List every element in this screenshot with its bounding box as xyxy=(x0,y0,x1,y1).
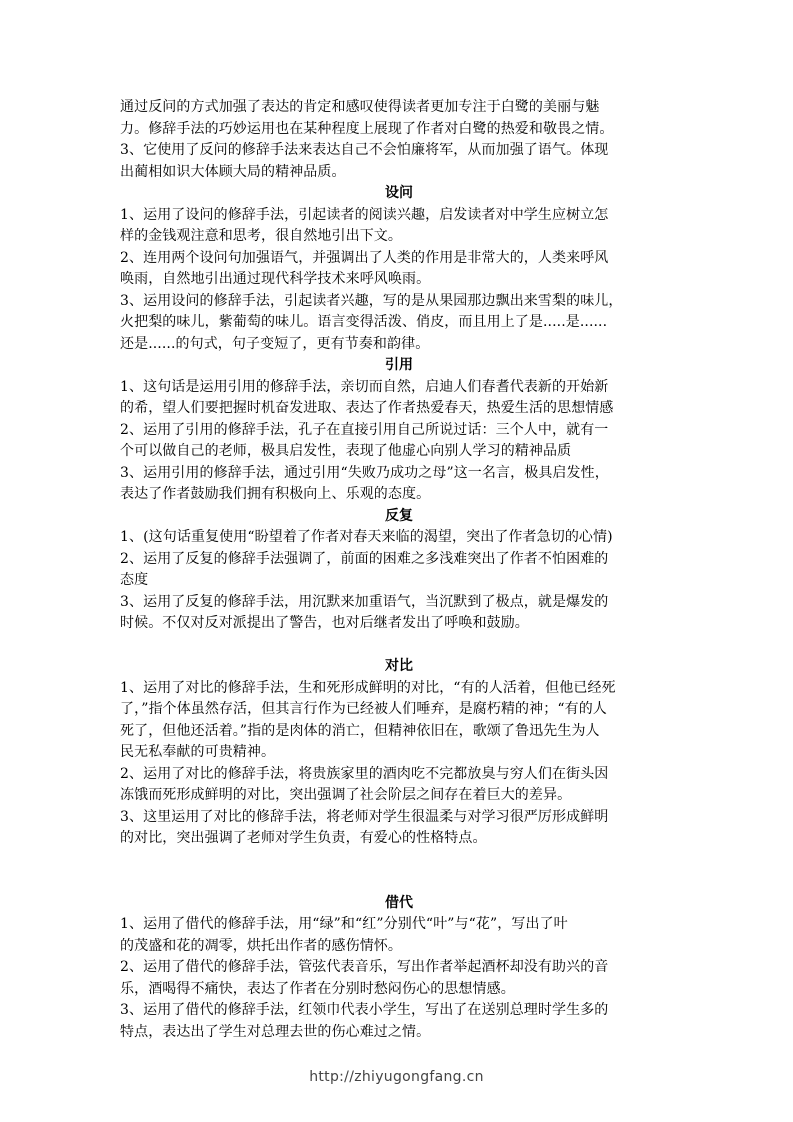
section-title: 借代 xyxy=(385,894,413,911)
text-line: 的对比，突出强调了老师对学生负责，有爱心的性格特点。 xyxy=(120,830,487,846)
intro-paragraph xyxy=(120,97,678,183)
text-line: 1、运用了对比的修辞手法，生和死形成鲜明的对比，“有的人活着，但他已经死 xyxy=(120,679,616,696)
text-line: 1、运用了设问的修辞手法，引起读者的阅读兴趣，启发读者对中学生应树立怎 xyxy=(120,206,609,223)
text-line: 个可以做自己的老师，极具启发性，表现了他虚心向别人学习的精神品质 xyxy=(120,443,572,459)
text-line: 态度 xyxy=(120,572,149,588)
text-line: 还是......的句式，句子变短了，更有节奏和韵律。 xyxy=(120,335,430,352)
section-contrast xyxy=(120,656,678,850)
text-line: 2、运用了反复的修辞手法强调了，前面的困难之多浅难突出了作者不怕困难的 xyxy=(120,550,609,567)
text-line: 唤雨，自然地引出通过现代科学技术来呼风唤雨。 xyxy=(120,271,431,287)
text-line: 2、连用两个设问句加强语气，并强调出了人类的作用是非常大的，人类来呼风 xyxy=(120,249,609,266)
text-line: 2、运用了对比的修辞手法，将贵族家里的酒肉吃不完都放臭与穷人们在街头因 xyxy=(120,765,609,782)
blank-line xyxy=(120,635,678,657)
text-line: 3、运用了借代的修辞手法，红领巾代表小学生，写出了在送别总理时学生多的 xyxy=(120,1002,609,1018)
section-title: 设问 xyxy=(385,185,413,201)
text-line: 3、运用引用的修辞手法，通过引用“失败乃成功之母”这一名言，极具启发性， xyxy=(120,464,609,481)
text-line: 3、运用了反复的修辞手法，用沉默来加重语气，当沉默到了极点，就是爆发的 xyxy=(120,593,609,610)
text-line: 样的金钱观注意和思考，很自然地引出下文。 xyxy=(120,228,402,244)
text-line: 力。修辞手法的巧妙运用也在某种程度上展现了作者对白鹭的热爱和敬畏之情。 xyxy=(120,120,614,137)
section-quotation xyxy=(120,355,678,506)
text-line: 1、(这句话重复使用“盼望着了作者对春天来临的渴望，突出了作者急切的心情) xyxy=(120,529,613,545)
text-line: 出蔺相如识大体顾大局的精神品质。 xyxy=(120,163,346,180)
text-line: 火把梨的味儿，紫葡萄的味儿。语言变得活泼、俏皮，而且用上了是.....是...... xyxy=(120,314,608,330)
text-line: 冻饿而死形成鲜明的对比，突出强调了社会阶层之间存在着巨大的差异。 xyxy=(120,787,572,803)
text-line: 的希，望人们要把握时机奋发进取、表达了作者热爱春天，热爱生活的思想情感 xyxy=(120,400,614,416)
text-line: 表达了作者鼓励我们拥有积极向上、乐观的态度。 xyxy=(120,486,431,502)
text-line: 了，”指个体虽然存活，但其言行作为已经被人们唾弃，是腐朽精的神；“有的人 xyxy=(120,701,607,717)
text-line: 3、运用设问的修辞手法，引起读者兴趣，写的是从果园那边飘出来雪梨的味儿， xyxy=(120,292,623,309)
section-repetition xyxy=(120,506,678,635)
text-line: 死了，但他还活着。”指的是肉体的消亡，但精神依旧在，歌颂了鲁迅先生为人 xyxy=(120,722,600,739)
text-line: 的茂盛和花的凋零，烘托出作者的感伤情怀。 xyxy=(120,937,402,954)
text-line: 时候。不仅对反对派提出了警告，也对后继者发出了呼唤和鼓励。 xyxy=(120,615,529,631)
section-metonymy xyxy=(120,893,678,1044)
text-line: 民无私奉献的可贵精神。 xyxy=(120,744,276,760)
text-line: 3、它使用了反问的修辞手法来表达自己不会怕廉将军，从而加强了语气。体现 xyxy=(120,142,609,158)
text-line: 3、这里运用了对比的修辞手法，将老师对学生很温柔与对学习很严厉形成鲜明 xyxy=(120,808,609,825)
section-title: 对比 xyxy=(385,658,413,674)
document-body xyxy=(120,97,678,1043)
section-title: 反复 xyxy=(385,507,413,524)
section-rhetorical-question xyxy=(120,183,678,355)
footer-url: http://zhiyugongfang.cn xyxy=(309,1069,484,1085)
text-line: 通过反问的方式加强了表达的肯定和感叹使得读者更加专注于白鹭的美丽与魅 xyxy=(120,99,600,115)
text-line: 乐，酒喝得不痛快，表达了作者在分别时愁闷伤心的思想情感。 xyxy=(120,980,515,997)
blank-lines xyxy=(120,850,678,893)
section-title: 引用 xyxy=(385,357,413,373)
text-line: 2、运用了引用的修辞手法，孔子在直接引用自己所说过话：三个人中，就有一 xyxy=(120,421,609,438)
text-line: 2、运用了借代的修辞手法，管弦代表音乐，写出作者举起酒杯却没有助兴的音 xyxy=(120,959,609,975)
text-line: 1、这句话是运用引用的修辞手法，亲切而自然，启迪人们春耆代表新的开始新 xyxy=(120,378,609,395)
text-line: 1、运用了借代的修辞手法，用“绿”和“红”分别代“叶”与“花”，写出了叶 xyxy=(120,916,568,932)
text-line: 特点，表达出了学生对总理去世的伤心难过之情。 xyxy=(120,1023,431,1040)
